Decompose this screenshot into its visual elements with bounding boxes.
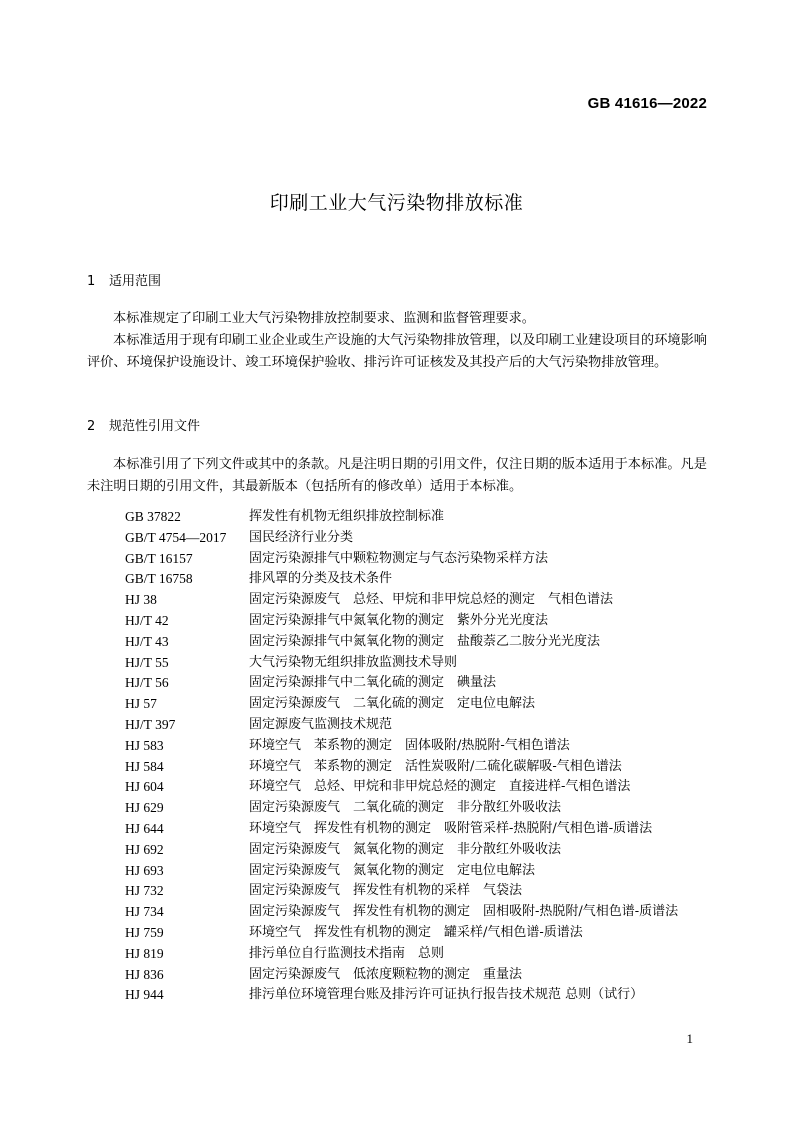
reference-code: HJ 944 [125, 987, 164, 1003]
section-number: 1 [87, 274, 96, 289]
reference-title: 固定污染源废气 总烃、甲烷和非甲烷总烃的测定 气相色谱法 [249, 592, 614, 608]
reference-code: HJ 819 [125, 945, 164, 961]
reference-code: HJ/T 56 [125, 675, 169, 691]
reference-row [125, 861, 715, 882]
reference-title: 固定污染源废气 氮氧化物的测定 非分散红外吸收法 [249, 841, 562, 857]
reference-row [125, 653, 715, 674]
reference-code: HJ 583 [125, 737, 164, 753]
references-intro-paragraph: 本标准引用了下列文件或其中的条款。凡是注明日期的引用文件，仅注日期的版本适用于本标准。凡是未注明日期的引用文件，其最新版本（包括所有的修改单）适用于本标准。 [87, 457, 707, 494]
reference-row [125, 881, 715, 902]
reference-row [125, 985, 715, 1006]
reference-title: 固定污染源废气 低浓度颗粒物的测定 重量法 [249, 966, 523, 982]
reference-code: HJ 759 [125, 924, 164, 940]
reference-row [125, 715, 715, 736]
reference-title: 排污单位环境管理台账及排污许可证执行报告技术规范 总则（试行） [249, 987, 644, 1003]
reference-row [125, 611, 715, 632]
reference-code: GB 37822 [125, 509, 181, 524]
reference-code: HJ 692 [125, 841, 164, 857]
reference-title: 大气污染物无组织排放监测技术导则 [249, 654, 458, 670]
reference-code: HJ/T 55 [125, 654, 169, 670]
section-title: 规范性引用文件 [109, 419, 201, 434]
reference-code: HJ 836 [125, 966, 164, 982]
section-number: 2 [87, 419, 96, 434]
reference-row [125, 673, 715, 694]
reference-row [125, 777, 715, 798]
reference-row [125, 840, 715, 861]
reference-title: 国民经济行业分类 [249, 529, 354, 545]
reference-row [125, 902, 715, 923]
reference-title: 环境空气 苯系物的测定 活性炭吸附/二硫化碳解吸-气相色谱法 [249, 758, 622, 774]
reference-title: 排风罩的分类及技术条件 [249, 571, 393, 587]
reference-code: HJ 604 [125, 779, 164, 795]
reference-title: 挥发性有机物无组织排放控制标准 [249, 509, 445, 524]
reference-title: 排污单位自行监测技术指南 总则 [249, 945, 445, 961]
reference-row [125, 590, 715, 611]
reference-code: HJ 693 [125, 862, 164, 878]
reference-code: GB/T 16758 [125, 571, 193, 587]
reference-row [125, 569, 715, 590]
reference-row [125, 694, 715, 715]
scope-paragraph-2: 本标准适用于现有印刷工业企业或生产设施的大气污染物排放管理，以及印刷工业建设项目的环境影响评价、环境保护设施设计、竣工环境保护验收、排污许可证核发及其投产后的大气污染物排放管理。 [87, 333, 707, 370]
reference-code: HJ 644 [125, 820, 164, 836]
reference-title: 固定污染源废气 二氧化硫的测定 定电位电解法 [249, 696, 536, 712]
reference-title: 环境空气 挥发性有机物的测定 吸附管采样-热脱附/气相色谱-质谱法 [249, 820, 653, 836]
document-title: 印刷工业大气污染物排放标准 [269, 192, 524, 214]
standard-number: GB 41616—2022 [587, 95, 707, 112]
reference-row [125, 757, 715, 778]
reference-title: 固定污染源废气 氮氧化物的测定 定电位电解法 [249, 862, 536, 878]
reference-row [125, 923, 715, 944]
reference-code: HJ/T 42 [125, 612, 169, 628]
reference-code: HJ/T 397 [125, 716, 176, 732]
scope-paragraph-1: 本标准规定了印刷工业大气污染物排放控制要求、监测和监督管理要求。 [113, 311, 535, 326]
reference-title: 固定污染源排气中二氧化硫的测定 碘量法 [249, 675, 497, 691]
reference-code: HJ 38 [125, 592, 157, 608]
section-title: 适用范围 [109, 274, 162, 289]
reference-row [125, 965, 715, 986]
reference-row [125, 736, 715, 757]
reference-title: 固定污染源废气 二氧化硫的测定 非分散红外吸收法 [249, 800, 562, 816]
reference-title: 固定污染源排气中颗粒物测定与气态污染物采样方法 [249, 550, 549, 566]
reference-list [125, 507, 715, 1006]
reference-row [125, 798, 715, 819]
section-heading-scope [87, 270, 161, 289]
reference-title: 固定源废气监测技术规范 [249, 716, 393, 732]
reference-title: 环境空气 挥发性有机物的测定 罐采样/气相色谱-质谱法 [249, 924, 583, 940]
reference-row [125, 549, 715, 570]
reference-code: HJ 732 [125, 883, 164, 899]
reference-code: GB/T 16157 [125, 550, 193, 566]
page-number: 1 [686, 1031, 693, 1046]
reference-row [125, 632, 715, 653]
reference-code: HJ 584 [125, 758, 164, 774]
reference-code: HJ 629 [125, 800, 164, 816]
reference-code: GB/T 4754—2017 [125, 529, 227, 545]
reference-code: HJ 57 [125, 696, 157, 712]
reference-title: 固定污染源废气 挥发性有机物的采样 气袋法 [249, 883, 523, 899]
reference-title: 环境空气 总烃、甲烷和非甲烷总烃的测定 直接进样-气相色谱法 [249, 779, 631, 795]
reference-row [125, 944, 715, 965]
reference-title: 固定污染源废气 挥发性有机物的测定 固相吸附-热脱附/气相色谱-质谱法 [249, 904, 679, 920]
reference-title: 环境空气 苯系物的测定 固体吸附/热脱附-气相色谱法 [249, 737, 570, 753]
reference-row [125, 507, 715, 528]
reference-title: 固定污染源排气中氮氧化物的测定 紫外分光光度法 [249, 612, 549, 628]
reference-row [125, 528, 715, 549]
reference-title: 固定污染源排气中氮氧化物的测定 盐酸萘乙二胺分光光度法 [249, 633, 601, 649]
reference-code: HJ/T 43 [125, 633, 169, 649]
section-heading-normative-references [87, 415, 200, 434]
reference-row [125, 819, 715, 840]
reference-code: HJ 734 [125, 904, 164, 920]
